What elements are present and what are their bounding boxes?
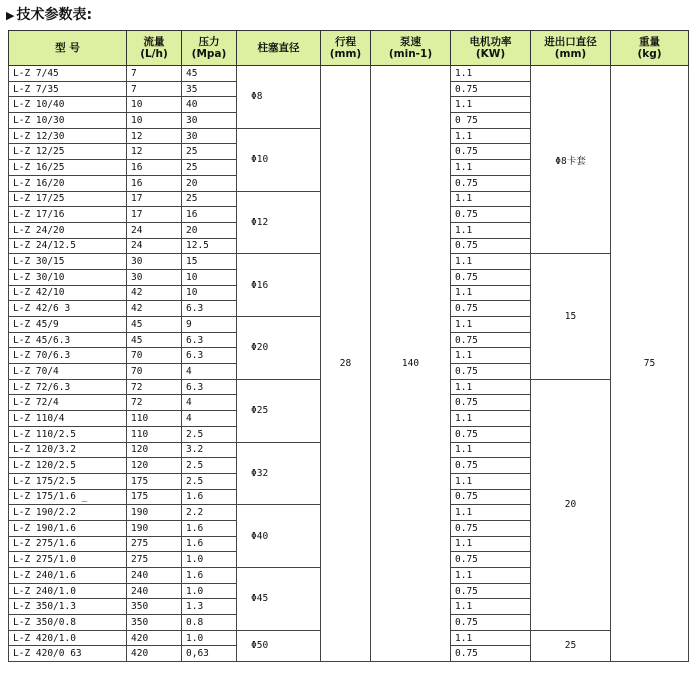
pressure-cell: 4 — [182, 411, 237, 427]
flow-cell: 45 — [127, 332, 182, 348]
model-cell: L-Z 30/15 — [9, 254, 127, 270]
pressure-cell: 1.6 — [182, 489, 237, 505]
flow-cell: 350 — [127, 615, 182, 631]
flow-cell: 10 — [127, 97, 182, 113]
port-cell: 25 — [531, 630, 611, 661]
col-power: 电机功率 (KW) — [451, 31, 531, 66]
model-cell: L-Z 120/3.2 — [9, 442, 127, 458]
power-cell: 1.1 — [451, 348, 531, 364]
flow-cell: 275 — [127, 552, 182, 568]
power-cell: 0.75 — [451, 489, 531, 505]
plunger-cell: Φ40 — [237, 505, 321, 568]
model-cell: L-Z 42/6 3 — [9, 301, 127, 317]
plunger-cell: Φ20 — [237, 317, 321, 380]
power-cell: 0.75 — [451, 426, 531, 442]
model-cell: L-Z 175/1.6 _ — [9, 489, 127, 505]
flow-cell: 7 — [127, 81, 182, 97]
pressure-cell: 35 — [182, 81, 237, 97]
pressure-cell: 1.0 — [182, 583, 237, 599]
stroke-cell: 28 — [321, 66, 371, 662]
model-cell: L-Z 350/0.8 — [9, 615, 127, 631]
power-cell: 0.75 — [451, 269, 531, 285]
pressure-cell: 25 — [182, 191, 237, 207]
power-cell: 0.75 — [451, 332, 531, 348]
col-pressure: 压力 (Mpa) — [182, 31, 237, 66]
pressure-cell: 6.3 — [182, 348, 237, 364]
flow-cell: 240 — [127, 583, 182, 599]
plunger-cell: Φ50 — [237, 630, 321, 661]
power-cell: 0.75 — [451, 615, 531, 631]
model-cell: L-Z 24/20 — [9, 222, 127, 238]
model-cell: L-Z 12/25 — [9, 144, 127, 160]
power-cell: 0.75 — [451, 646, 531, 662]
flow-cell: 190 — [127, 520, 182, 536]
pressure-cell: 2.5 — [182, 473, 237, 489]
power-cell: 1.1 — [451, 285, 531, 301]
model-cell: L-Z 45/6.3 — [9, 332, 127, 348]
pressure-cell: 10 — [182, 269, 237, 285]
col-stroke: 行程 (mm) — [321, 31, 371, 66]
plunger-cell: Φ25 — [237, 379, 321, 442]
spec-table — [8, 30, 689, 662]
power-cell: 1.1 — [451, 254, 531, 270]
power-cell: 0.75 — [451, 583, 531, 599]
model-cell: L-Z 12/30 — [9, 128, 127, 144]
flow-cell: 72 — [127, 379, 182, 395]
model-cell: L-Z 72/4 — [9, 395, 127, 411]
flow-cell: 175 — [127, 489, 182, 505]
flow-cell: 70 — [127, 348, 182, 364]
power-cell: 1.1 — [451, 536, 531, 552]
model-cell: L-Z 45/9 — [9, 317, 127, 333]
weight-cell: 75 — [611, 66, 689, 662]
flow-cell: 350 — [127, 599, 182, 615]
power-cell: 0.75 — [451, 175, 531, 191]
port-cell: 20 — [531, 379, 611, 630]
flow-cell: 42 — [127, 285, 182, 301]
pressure-cell: 20 — [182, 175, 237, 191]
model-cell: L-Z 190/2.2 — [9, 505, 127, 521]
power-cell: 1.1 — [451, 599, 531, 615]
power-cell: 1.1 — [451, 379, 531, 395]
model-cell: L-Z 120/2.5 — [9, 458, 127, 474]
pressure-cell: 6.3 — [182, 332, 237, 348]
pressure-cell: 9 — [182, 317, 237, 333]
power-cell: 0.75 — [451, 552, 531, 568]
plunger-cell: Φ45 — [237, 568, 321, 631]
flow-cell: 110 — [127, 411, 182, 427]
model-cell: L-Z 10/40 — [9, 97, 127, 113]
pressure-cell: 45 — [182, 66, 237, 82]
pressure-cell: 3.2 — [182, 442, 237, 458]
triangle-right-icon: ▶ — [6, 9, 15, 22]
flow-cell: 24 — [127, 222, 182, 238]
plunger-cell: Φ16 — [237, 254, 321, 317]
model-cell: L-Z 190/1.6 — [9, 520, 127, 536]
model-cell: L-Z 420/0 63 — [9, 646, 127, 662]
model-cell: L-Z 24/12.5 — [9, 238, 127, 254]
power-cell: 1.1 — [451, 505, 531, 521]
model-cell: L-Z 42/10 — [9, 285, 127, 301]
power-cell: 1.1 — [451, 473, 531, 489]
power-cell: 0.75 — [451, 520, 531, 536]
col-flow: 流量 (L/h) — [127, 31, 182, 66]
power-cell: 1.1 — [451, 442, 531, 458]
model-cell: L-Z 16/20 — [9, 175, 127, 191]
model-cell: L-Z 17/25 — [9, 191, 127, 207]
flow-cell: 10 — [127, 113, 182, 129]
col-model: 型 号 — [9, 31, 127, 66]
pressure-cell: 1.6 — [182, 520, 237, 536]
pressure-cell: 25 — [182, 160, 237, 176]
pressure-cell: 20 — [182, 222, 237, 238]
pressure-cell: 1.3 — [182, 599, 237, 615]
pressure-cell: 1.6 — [182, 568, 237, 584]
power-cell: 1.1 — [451, 630, 531, 646]
power-cell: 0.75 — [451, 364, 531, 380]
model-cell: L-Z 240/1.0 — [9, 583, 127, 599]
model-cell: L-Z 110/2.5 — [9, 426, 127, 442]
pressure-cell: 0.8 — [182, 615, 237, 631]
power-cell: 0.75 — [451, 144, 531, 160]
power-cell: 1.1 — [451, 128, 531, 144]
power-cell: 1.1 — [451, 222, 531, 238]
model-cell: L-Z 420/1.0 — [9, 630, 127, 646]
flow-cell: 120 — [127, 442, 182, 458]
flow-cell: 120 — [127, 458, 182, 474]
flow-cell: 12 — [127, 144, 182, 160]
col-speed: 泵速 (min-1) — [371, 31, 451, 66]
flow-cell: 45 — [127, 317, 182, 333]
pressure-cell: 15 — [182, 254, 237, 270]
power-cell: 0.75 — [451, 238, 531, 254]
plunger-cell: Φ10 — [237, 128, 321, 191]
power-cell: 0.75 — [451, 395, 531, 411]
flow-cell: 7 — [127, 66, 182, 82]
pressure-cell: 30 — [182, 113, 237, 129]
power-cell: 1.1 — [451, 317, 531, 333]
model-cell: L-Z 10/30 — [9, 113, 127, 129]
model-cell: L-Z 7/35 — [9, 81, 127, 97]
model-cell: L-Z 275/1.0 — [9, 552, 127, 568]
col-port: 进出口直径 (mm) — [531, 31, 611, 66]
flow-cell: 420 — [127, 646, 182, 662]
flow-cell: 190 — [127, 505, 182, 521]
power-cell: 0.75 — [451, 207, 531, 223]
flow-cell: 24 — [127, 238, 182, 254]
pressure-cell: 40 — [182, 97, 237, 113]
plunger-cell: Φ8 — [237, 66, 321, 129]
flow-cell: 70 — [127, 364, 182, 380]
pressure-cell: 4 — [182, 364, 237, 380]
power-cell: 1.1 — [451, 160, 531, 176]
power-cell: 0.75 — [451, 458, 531, 474]
power-cell: 1.1 — [451, 411, 531, 427]
power-cell: 1.1 — [451, 97, 531, 113]
pressure-cell: 16 — [182, 207, 237, 223]
model-cell: L-Z 72/6.3 — [9, 379, 127, 395]
pressure-cell: 2.5 — [182, 458, 237, 474]
col-plunger: 柱塞直径 — [237, 31, 321, 66]
model-cell: L-Z 70/6.3 — [9, 348, 127, 364]
model-cell: L-Z 175/2.5 — [9, 473, 127, 489]
model-cell: L-Z 16/25 — [9, 160, 127, 176]
plunger-cell: Φ12 — [237, 191, 321, 254]
power-cell: 0.75 — [451, 81, 531, 97]
flow-cell: 16 — [127, 160, 182, 176]
flow-cell: 110 — [127, 426, 182, 442]
port-cell: 15 — [531, 254, 611, 380]
flow-cell: 72 — [127, 395, 182, 411]
pressure-cell: 10 — [182, 285, 237, 301]
table-row — [9, 66, 689, 82]
table-body — [9, 66, 689, 662]
flow-cell: 16 — [127, 175, 182, 191]
flow-cell: 275 — [127, 536, 182, 552]
model-cell: L-Z 7/45 — [9, 66, 127, 82]
pressure-cell: 2.2 — [182, 505, 237, 521]
power-cell: 0.75 — [451, 301, 531, 317]
flow-cell: 42 — [127, 301, 182, 317]
pressure-cell: 6.3 — [182, 379, 237, 395]
model-cell: L-Z 350/1.3 — [9, 599, 127, 615]
flow-cell: 12 — [127, 128, 182, 144]
power-cell: 0 75 — [451, 113, 531, 129]
flow-cell: 17 — [127, 191, 182, 207]
model-cell: L-Z 30/10 — [9, 269, 127, 285]
power-cell: 1.1 — [451, 66, 531, 82]
page-title — [6, 4, 92, 24]
pressure-cell: 1.6 — [182, 536, 237, 552]
model-cell: L-Z 70/4 — [9, 364, 127, 380]
title-text: 技术参数表: — [16, 7, 93, 23]
flow-cell: 420 — [127, 630, 182, 646]
header-row — [9, 31, 689, 66]
plunger-cell: Φ32 — [237, 442, 321, 505]
pressure-cell: 4 — [182, 395, 237, 411]
model-cell: L-Z 240/1.6 — [9, 568, 127, 584]
port-cell: Φ8卡套 — [531, 66, 611, 254]
power-cell: 1.1 — [451, 191, 531, 207]
model-cell: L-Z 275/1.6 — [9, 536, 127, 552]
speed-cell: 140 — [371, 66, 451, 662]
pressure-cell: 1.0 — [182, 630, 237, 646]
pressure-cell: 6.3 — [182, 301, 237, 317]
flow-cell: 240 — [127, 568, 182, 584]
power-cell: 1.1 — [451, 568, 531, 584]
col-weight: 重量 (kg) — [611, 31, 689, 66]
flow-cell: 30 — [127, 269, 182, 285]
model-cell: L-Z 110/4 — [9, 411, 127, 427]
pressure-cell: 2.5 — [182, 426, 237, 442]
pressure-cell: 12.5 — [182, 238, 237, 254]
flow-cell: 17 — [127, 207, 182, 223]
pressure-cell: 1.0 — [182, 552, 237, 568]
flow-cell: 30 — [127, 254, 182, 270]
pressure-cell: 30 — [182, 128, 237, 144]
model-cell: L-Z 17/16 — [9, 207, 127, 223]
pressure-cell: 25 — [182, 144, 237, 160]
flow-cell: 175 — [127, 473, 182, 489]
pressure-cell: 0,63 — [182, 646, 237, 662]
